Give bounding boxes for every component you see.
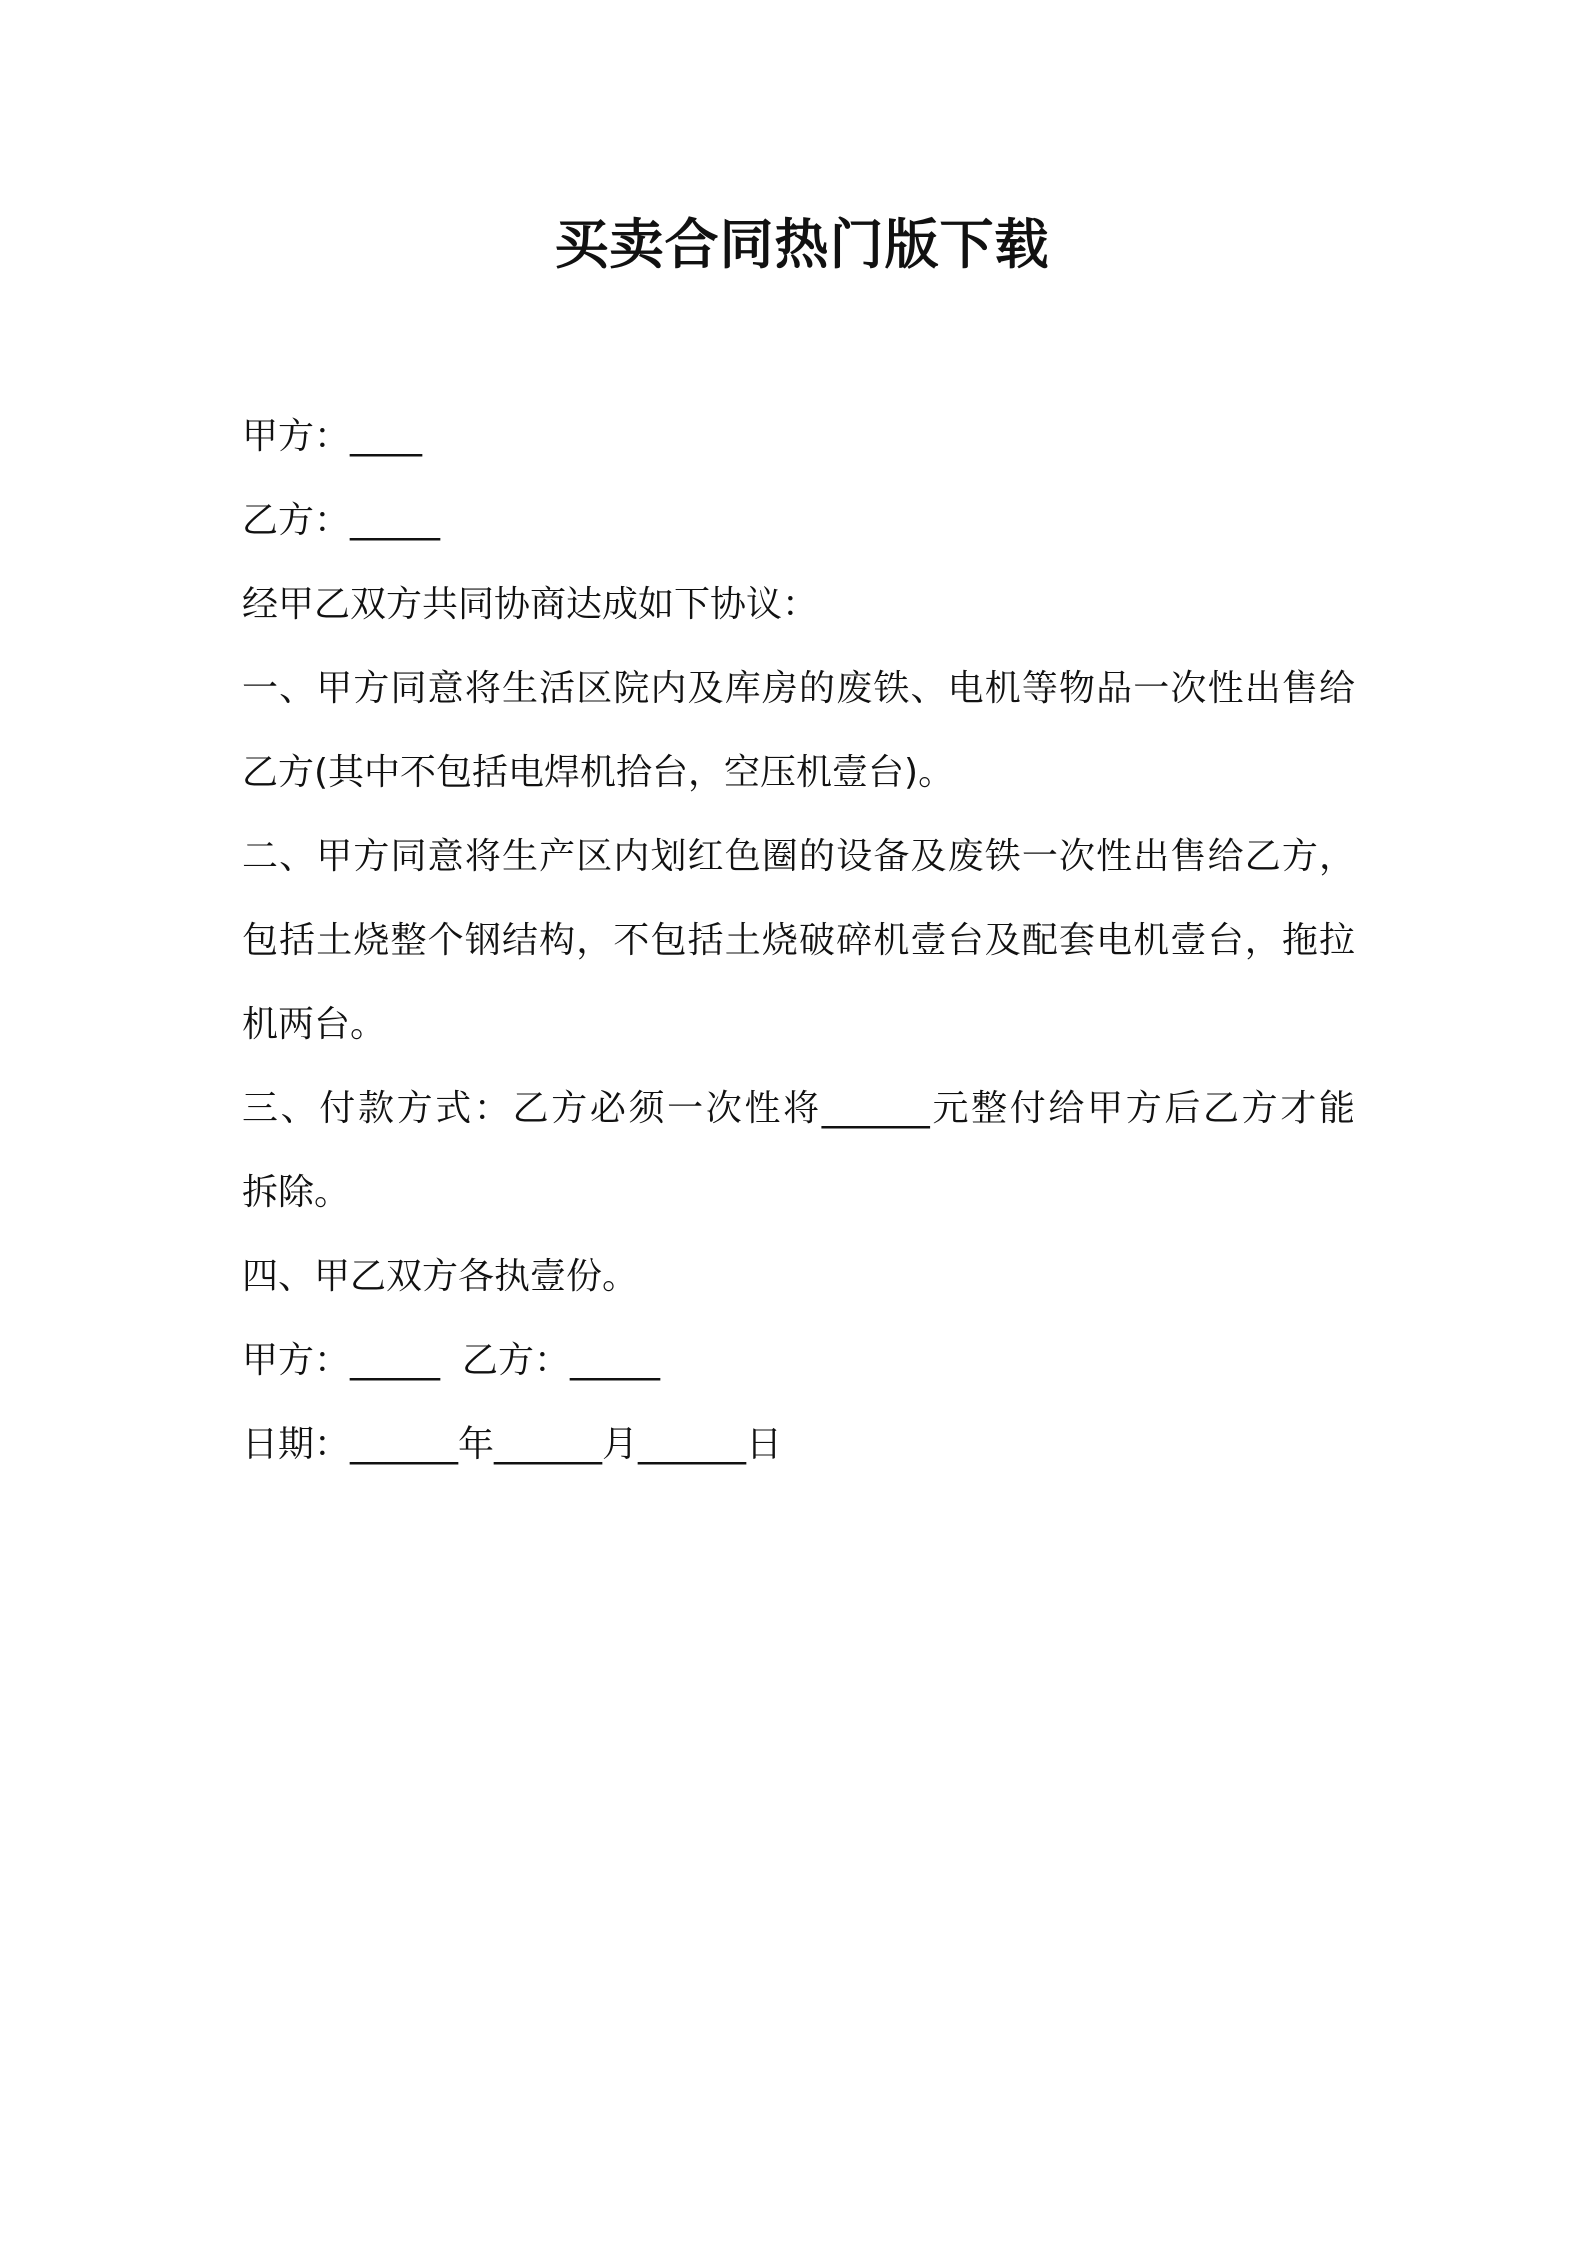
intro-line: 经甲乙双方共同协商达成如下协议：	[242, 584, 819, 625]
clause-line: 三、付款方式：乙方必须一次性将______元整付给甲方后乙方才能	[242, 1088, 1355, 1129]
clause-2	[242, 815, 1355, 1067]
party-a-line: 甲方：____	[242, 416, 423, 457]
clause-3	[242, 1067, 1355, 1235]
signature-party-b: 乙方：_____	[462, 1340, 661, 1381]
clause-1	[242, 647, 1355, 815]
document-body	[242, 395, 1355, 1487]
signature-party-a: 甲方：_____	[242, 1340, 441, 1381]
clause-line: 机两台。	[242, 1004, 387, 1045]
clause-line: 一、甲方同意将生活区院内及库房的废铁、电机等物品一次性出售给	[242, 668, 1355, 709]
document-title: 买卖合同热门版下载	[554, 213, 1050, 276]
clause-4	[242, 1235, 1355, 1319]
clause-line: 包括土烧整个钢结构，不包括土烧破碎机壹台及配套电机壹台，拖拉	[242, 920, 1355, 961]
signature-row	[242, 1319, 1355, 1403]
clause-line: 拆除。	[242, 1172, 351, 1213]
clause-line: 乙方(其中不包括电焊机拾台，空压机壹台)。	[242, 752, 955, 793]
date-line: 日期：______年______月______日	[242, 1424, 783, 1465]
clause-line: 四、甲乙双方各执壹份。	[242, 1256, 639, 1297]
clause-line: 二、甲方同意将生产区内划红色圈的设备及废铁一次性出售给乙方，	[242, 836, 1355, 877]
party-b-line: 乙方：_____	[242, 500, 441, 541]
